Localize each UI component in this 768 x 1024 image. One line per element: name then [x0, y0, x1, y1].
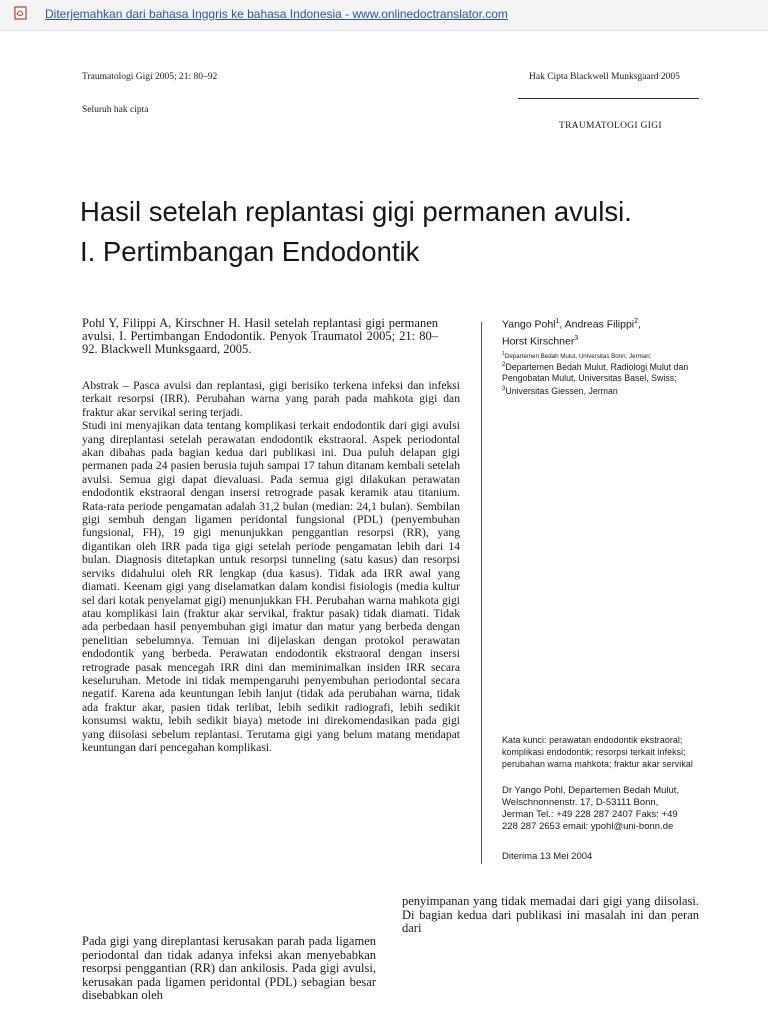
citation: Pohl Y, Filippi A, Kirschner H. Hasil setelah replantasi gigi permanen avulsi. I. Pertimbangan Endodontik. Penyok Traumatol 2005; 21: 80–92. Blackwell Munksgaard, 2005. — [82, 316, 438, 356]
journal-name: TRAUMATOLOGI GIGI — [559, 121, 662, 131]
abstract — [82, 379, 460, 754]
translator-bar — [0, 0, 768, 31]
keywords: Kata kunci: perawatan endodontik ekstraoral; komplikasi endodontik; resorpsi terkait infeksi; perubahan warna mahkota; fraktur akar servikal — [502, 735, 693, 769]
affiliation-text: Departemen Bedah Mulut, Universitas Bonn, Jerman; — [504, 353, 652, 361]
body-text-left-column: Pada gigi yang direplantasi kerusakan parah pada ligamen periodontal dan tidak adanya infeksi akan menyebabkan resorpsi penggantian (RR) dan ankilosis. Pada gigi avulsi, kerusakan pada ligamen peridontal (PDL) sebagian besar disebabkan oleh — [82, 934, 376, 1002]
journal-reference: Traumatologi Gigi 2005; 21: 80–92 — [82, 72, 218, 82]
affiliation-mark: 2 — [502, 362, 506, 368]
article-title — [80, 192, 720, 272]
affiliation-2-3 — [502, 360, 702, 397]
correspondence-address: Dr Yango Pohl, Departemen Bedah Mulut, Welschnonnenstr. 17, D-53111 Bonn, Jerman Tel.: +49 228 287 2407 Faks: +49 228 287 2653 email: ypohl@uni-bonn.de — [502, 785, 680, 832]
header-rule — [518, 98, 699, 99]
author-name: Horst Kirschner — [502, 335, 575, 347]
abstract-intro: Abstrak – Pasca avulsi dan replantasi, gigi berisiko terkena infeksi dan infeksi terkait resorpsi (IRR). Perubahan warna yang parah pada mahkota gigi dan fraktur akar servikal sering terjadi. — [82, 379, 460, 419]
rights-notice: Seluruh hak cipta — [82, 105, 149, 115]
author-name: Yango Pohl — [502, 318, 556, 331]
affiliation-text: Universitas Giessen, Jerman — [505, 385, 618, 396]
affiliation-text: Departemen Bedah Mulut, Radiologi Mulut dan Pengobatan Mulut, Universitas Basel, Swiss; — [502, 361, 689, 383]
title-line-2: I. Pertimbangan Endodontik — [80, 236, 420, 267]
pdf-document-icon — [14, 6, 30, 20]
author-name: , Andreas Filippi — [559, 318, 635, 331]
copyright-notice: Hak Cipta Blackwell Munksgaard 2005 — [529, 72, 680, 82]
author-list — [502, 315, 702, 348]
column-divider — [481, 322, 482, 864]
translator-link[interactable]: Diterjemahkan dari bahasa Inggris ke bahasa Indonesia - www.onlinedoctranslator.com — [45, 7, 508, 21]
affiliation-mark: 3 — [502, 385, 506, 392]
received-date: Diterima 13 Mei 2004 — [502, 851, 593, 862]
title-line-1: Hasil setelah replantasi gigi permanen avulsi. — [80, 196, 632, 227]
body-text-right-column: penyimpanan yang tidak memadai dari gigi yang diisolasi. Di bagian kedua dari publikasi ini masalah ini dan peran dari — [402, 894, 699, 935]
separator: , — [638, 318, 641, 331]
affiliation-mark: 2 — [634, 318, 639, 325]
affiliation-mark: 1 — [555, 318, 560, 325]
affiliation-mark: 3 — [574, 334, 579, 342]
affiliation-mark: 1 — [502, 351, 505, 357]
abstract-body: Studi ini menyajikan data tentang komplikasi terkait endodontik dari gigi avulsi yang direplantasi setelah perawatan endodontik ekstraoral. Aspek periodontal akan dibahas pada bagian kedua dari publikasi ini. Dua puluh delapan gigi permanen pada 24 pasien berusia tujuh sampai 17 tahun ditanam kembali setelah avulsi. Semua gigi dapat dievaluasi. Pada semua gigi dilakukan perawatan endodontik ekstraoral dengan insersi retrograde pasak keramik atau titanium. Rata-rata periode pengamatan adalah 31,2 bulan (median: 24,1 bulan). Sembilan gigi sembuh dengan ligamen peridontal fungsional (PDL) (penyembuhan fungsional, FH), 19 gigi menunjukkan penggantian resorpsi (RR), yang digantikan oleh IRR pada tiga gigi setelah periode pengamatan lebih dari 14 bulan. Diagnosis ditetapkan untuk resorpsi tunneling (satu kasus) dan resorpsi serviks didahului oleh RR lengkap (dua kasus). Tidak ada IRR awal yang diamati. Keenam gigi yang diselamatkan dalam kondisi fisiologis (media kultur sel dari kotak penyelamat gigi) menunjukkan FH. Perubahan warna mahkota gigi atau komplikasi lain (fraktur akar servikal, fraktur pasak) tidak diamati. Tidak ada perbedaan hasil penyembuhan gigi imatur dan matur yang berbeda dengan penelitian sebelumnya. Temuan ini dijelaskan dengan protokol perawatan endodontik yang berbeda. Perawatan endodontik ekstraoral dengan insersi retrograde pasak mencegah IRR dini dan meminimalkan insiden IRR secara keseluruhan. Metode ini tidak mempengaruhi penyembuhan periodontal secara negatif. Karena ada keuntungan lebih lanjut (tidak ada perubahan warna, tidak ada fraktur akar, pasien tidak terlibat, lebih sedikit radiografi, lebih sedikit konsumsi waktu, lebih sedikit biaya) metode ini direkomendasikan pada gigi yang diisolasi sebelum replantasi. Terutama gigi yang belum matang mendapat keuntungan dari pencegahan komplikasi. — [82, 419, 460, 754]
